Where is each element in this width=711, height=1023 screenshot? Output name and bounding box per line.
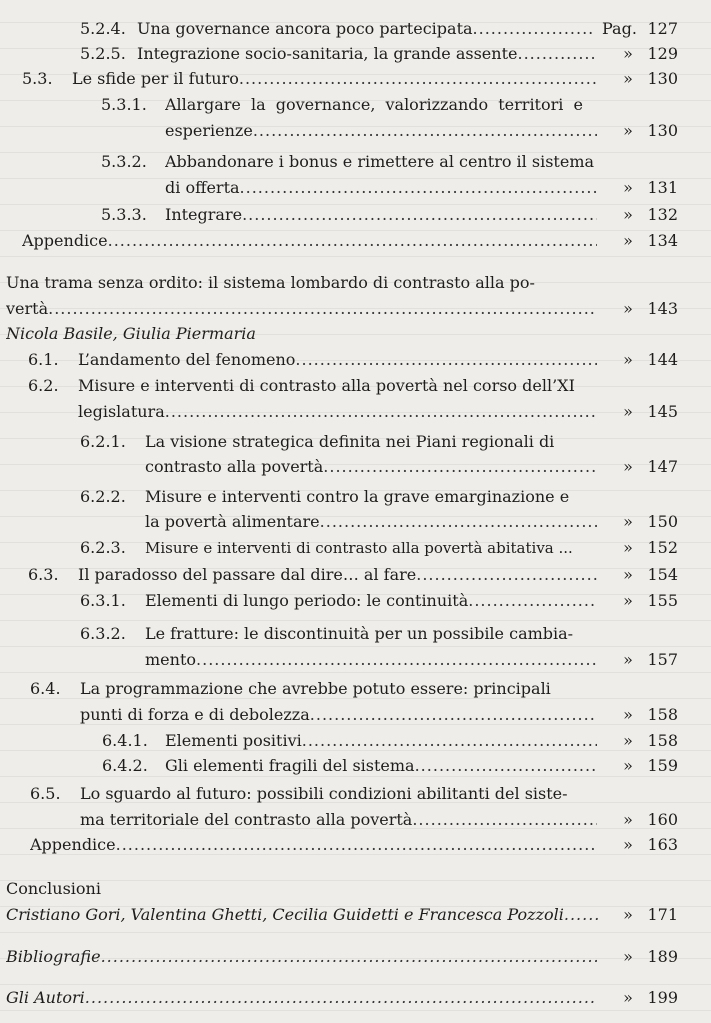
page-number: 132 xyxy=(647,205,678,224)
section-title xyxy=(137,42,597,66)
page-prefix: » xyxy=(623,512,633,531)
toc-entry-5-2-4 xyxy=(0,17,711,41)
section-title-text: mento xyxy=(145,650,197,669)
page-number: 152 xyxy=(647,538,678,557)
section-number: 6.4.1. xyxy=(102,731,148,750)
toc-chapter-6 xyxy=(0,271,711,295)
toc-autori xyxy=(0,986,711,1010)
page-prefix: » xyxy=(623,231,633,250)
page-prefix: » xyxy=(623,705,633,724)
section-number: 5.3. xyxy=(22,69,53,88)
page-number: 199 xyxy=(647,988,678,1007)
page-number: 171 xyxy=(647,905,678,924)
section-title-text: Gli elementi fragili del sistema xyxy=(165,756,415,775)
section-title: Lo sguardo al futuro: possibili condizioni abilitanti del siste- xyxy=(80,784,568,803)
toc-entry-6-1 xyxy=(0,348,711,372)
toc-bibliografie xyxy=(0,945,711,969)
section-title-text: legislatura xyxy=(78,402,165,421)
toc-entry-6-3 xyxy=(0,563,711,587)
page-prefix: » xyxy=(623,350,633,369)
page-prefix: » xyxy=(623,299,633,318)
section-number: 6.3. xyxy=(28,565,59,584)
section-title xyxy=(145,510,597,534)
toc-entry-6-4-cont xyxy=(0,703,711,727)
section-title: Abbandonare i bonus e rimettere al centro il sistema xyxy=(165,152,595,171)
toc-entry-6-2-1-cont xyxy=(0,455,711,479)
page-prefix: » xyxy=(623,905,633,924)
chapter-title xyxy=(6,945,597,969)
section-title-text: Le sfide per il futuro xyxy=(72,69,239,88)
toc-entry-5-3-1 xyxy=(0,93,711,117)
toc-entry-5-3-2 xyxy=(0,150,711,174)
page-number: 150 xyxy=(647,512,678,531)
toc-entry-6-4 xyxy=(0,677,711,701)
page-prefix: » xyxy=(623,402,633,421)
section-title-text: punti di forza e di debolezza xyxy=(80,705,310,724)
page-number: 130 xyxy=(647,121,678,140)
page-prefix: » xyxy=(623,121,633,140)
page-number: 143 xyxy=(647,299,678,318)
section-number: 6.4. xyxy=(30,679,61,698)
section-title xyxy=(145,648,597,672)
section-title xyxy=(165,729,597,753)
section-title-text: Integrazione socio-sanitaria, la grande assente xyxy=(137,44,518,63)
toc-entry-5-3-1-cont xyxy=(0,119,711,143)
section-title: Le fratture: le discontinuità per un possibile cambia- xyxy=(145,624,574,643)
page-number: 158 xyxy=(647,705,678,724)
section-title xyxy=(72,67,597,91)
toc-chapter-6-authors xyxy=(0,322,711,346)
section-number: 6.3.1. xyxy=(80,591,126,610)
page-prefix: » xyxy=(623,69,633,88)
section-title: Misure e interventi contro la grave emarginazione e xyxy=(145,487,570,506)
section-title-text: Il paradosso del passare dal dire… al fare xyxy=(78,565,417,584)
section-title-text: L’andamento del fenomeno xyxy=(78,350,296,369)
page-number: 134 xyxy=(647,231,678,250)
page-prefix: » xyxy=(623,457,633,476)
section-number: 6.4.2. xyxy=(102,756,148,775)
section-title xyxy=(80,808,597,832)
page-prefix: Pag. xyxy=(602,19,637,38)
page-prefix: » xyxy=(623,205,633,224)
page-prefix: » xyxy=(623,591,633,610)
section-title xyxy=(145,455,597,479)
chapter-title: Conclusioni xyxy=(6,879,101,898)
toc-entry-6-2-2 xyxy=(0,485,711,509)
page-number: 159 xyxy=(647,756,678,775)
toc-conclusioni-authors xyxy=(0,903,711,927)
section-title xyxy=(30,833,597,857)
section-title: La visione strategica definita nei Piani regionali di xyxy=(145,432,555,451)
section-title: Allargare la governance, valorizzando territori e xyxy=(165,95,583,114)
toc-entry-5-3-3 xyxy=(0,203,711,227)
toc-entry-5-3 xyxy=(0,67,711,91)
page-prefix: » xyxy=(623,565,633,584)
toc-entry-6-2 xyxy=(0,374,711,398)
page-prefix: » xyxy=(623,538,633,557)
section-title-text: di offerta xyxy=(165,178,240,197)
toc-entry-appendice-6 xyxy=(0,833,711,857)
section-title: La programmazione che avrebbe potuto essere: principali xyxy=(80,679,551,698)
chapter-title-text: vertà xyxy=(6,299,49,318)
toc-conclusioni xyxy=(0,877,711,901)
page-number: 127 xyxy=(647,19,678,38)
toc-entry-6-4-2 xyxy=(0,754,711,778)
section-number: 5.2.4. xyxy=(80,19,126,38)
section-title xyxy=(80,703,597,727)
section-number: 5.3.2. xyxy=(101,152,147,171)
toc-entry-6-4-1 xyxy=(0,729,711,753)
page-prefix: » xyxy=(623,835,633,854)
section-title xyxy=(22,229,597,253)
page-number: 157 xyxy=(647,650,678,669)
section-number: 6.2. xyxy=(28,376,59,395)
section-title xyxy=(165,119,597,143)
page-prefix: » xyxy=(623,731,633,750)
toc-entry-6-3-1 xyxy=(0,589,711,613)
section-number: 6.2.2. xyxy=(80,487,126,506)
toc-entry-6-2-3 xyxy=(0,536,711,560)
section-title-text: ma territoriale del contrasto alla povertà xyxy=(80,810,413,829)
section-title xyxy=(165,203,597,227)
chapter-authors xyxy=(6,903,601,927)
section-title-text: Elementi di lungo periodo: le continuità xyxy=(145,591,469,610)
chapter-authors-text: Cristiano Gori, Valentina Ghetti, Cecilia Guidetti e Francesca Pozzoli xyxy=(6,905,564,924)
chapter-title-text: Gli Autori xyxy=(6,988,85,1007)
page-number: 158 xyxy=(647,731,678,750)
section-title xyxy=(165,176,597,200)
page-prefix: » xyxy=(623,650,633,669)
toc-chapter-6-cont xyxy=(0,297,711,321)
section-number: 6.1. xyxy=(28,350,59,369)
page-number: 144 xyxy=(647,350,678,369)
page-number: 129 xyxy=(647,44,678,63)
section-title-text: Elementi positivi xyxy=(165,731,302,750)
section-number: 6.2.3. xyxy=(80,538,126,557)
section-title xyxy=(78,400,597,424)
section-title-text: esperienze xyxy=(165,121,253,140)
chapter-title-text: Bibliografie xyxy=(6,947,101,966)
section-title-text: la povertà alimentare xyxy=(145,512,320,531)
page-number: 147 xyxy=(647,457,678,476)
toc-entry-6-3-2 xyxy=(0,622,711,646)
page-number: 154 xyxy=(647,565,678,584)
page-number: 130 xyxy=(647,69,678,88)
page-prefix: » xyxy=(623,178,633,197)
section-title: Misure e interventi di contrasto alla povertà nel corso dell’XI xyxy=(78,376,575,395)
toc-entry-6-5-cont xyxy=(0,808,711,832)
toc-entry-6-2-cont xyxy=(0,400,711,424)
section-title-text: Una governance ancora poco partecipata xyxy=(137,19,473,38)
toc-entry-5-3-2-cont xyxy=(0,176,711,200)
page-number: 189 xyxy=(647,947,678,966)
page-prefix: » xyxy=(623,44,633,63)
page-number: 131 xyxy=(647,178,678,197)
section-number: 6.2.1. xyxy=(80,432,126,451)
page-prefix: » xyxy=(623,810,633,829)
chapter-title xyxy=(6,297,597,321)
toc-entry-6-2-1 xyxy=(0,430,711,454)
section-title xyxy=(78,563,597,587)
chapter-title xyxy=(6,986,597,1010)
toc-entry-6-3-2-cont xyxy=(0,648,711,672)
section-title-text: Integrare xyxy=(165,205,243,224)
section-title xyxy=(78,348,597,372)
page-number: 155 xyxy=(647,591,678,610)
section-number: 5.3.1. xyxy=(101,95,147,114)
page-prefix: » xyxy=(623,988,633,1007)
section-title-text: Appendice xyxy=(30,835,116,854)
toc-entry-6-2-2-cont xyxy=(0,510,711,534)
page-prefix: » xyxy=(623,756,633,775)
section-title xyxy=(165,754,597,778)
chapter-title: Una trama senza ordito: il sistema lombardo di contrasto alla po- xyxy=(6,273,535,292)
toc-entry-6-5 xyxy=(0,782,711,806)
page-number: 145 xyxy=(647,402,678,421)
section-title: Misure e interventi di contrasto alla povertà abitativa ... xyxy=(145,539,573,557)
section-title xyxy=(145,589,597,613)
section-title-text: contrasto alla povertà xyxy=(145,457,324,476)
page-number: 163 xyxy=(647,835,678,854)
page-prefix: » xyxy=(623,947,633,966)
toc-entry-appendice-5 xyxy=(0,229,711,253)
chapter-authors: Nicola Basile, Giulia Piermaria xyxy=(6,324,256,343)
toc-entry-5-2-5 xyxy=(0,42,711,66)
section-number: 5.2.5. xyxy=(80,44,126,63)
section-number: 6.5. xyxy=(30,784,61,803)
section-title xyxy=(137,17,592,41)
section-title-text: Appendice xyxy=(22,231,108,250)
section-number: 6.3.2. xyxy=(80,624,126,643)
page-number: 160 xyxy=(647,810,678,829)
section-number: 5.3.3. xyxy=(101,205,147,224)
